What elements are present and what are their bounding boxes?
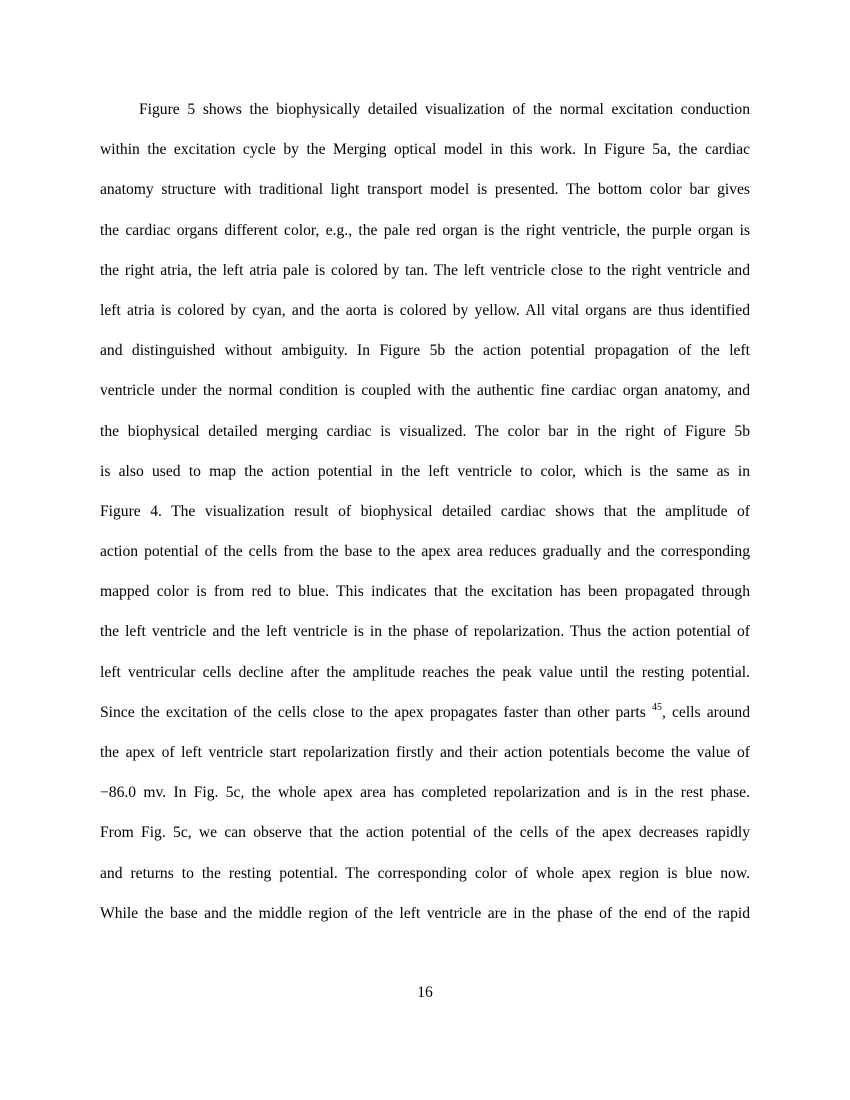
text-line: and distinguished without ambiguity. In Figure 5b the action potential propagation of the left (100, 342, 750, 360)
text-line: within the excitation cycle by the Merging optical model in this work. In Figure 5a, the cardiac (100, 141, 750, 159)
text-line: the right atria, the left atria pale is colored by tan. The left ventricle close to the right ventricle and (100, 261, 750, 279)
text-line: and returns to the resting potential. The corresponding color of whole apex region is blue now. (100, 864, 750, 882)
text-line: anatomy structure with traditional light transport model is presented. The bottom color bar gives (100, 181, 750, 199)
text-line: While the base and the middle region of the left ventricle are in the phase of the end of the rapid (100, 904, 750, 922)
text-line: −86.0 mv. In Fig. 5c, the whole apex area has completed repolarization and is in the rest phase. (100, 784, 750, 802)
text-line: mapped color is from red to blue. This indicates that the excitation has been propagated through (100, 583, 750, 601)
text-line: left ventricular cells decline after the amplitude reaches the peak value until the resting potential. (100, 663, 750, 681)
citation-superscript: 45 (651, 701, 662, 713)
text-line: Figure 5 shows the biophysically detailed visualization of the normal excitation conduction (139, 101, 750, 118)
text-segment: Since the excitation of the cells close to the apex propagates faster than other parts (100, 703, 646, 721)
text-line (100, 699, 750, 739)
text-line: action potential of the cells from the base to the apex area reduces gradually and the corresponding (100, 543, 750, 561)
text-line: Figure 4. The visualization result of biophysical detailed cardiac shows that the amplitude of (100, 502, 750, 520)
text-line: From Fig. 5c, we can observe that the action potential of the cells of the apex decreases rapidly (100, 824, 750, 842)
text-line: the apex of left ventricle start repolarization firstly and their action potentials become the value of (100, 744, 750, 761)
body-paragraph (100, 96, 750, 940)
page-number: 16 (417, 984, 433, 1001)
text-line: ventricle under the normal condition is coupled with the authentic fine cardiac organ anatomy, and (100, 382, 750, 400)
text-line: the cardiac organs different color, e.g., the pale red organ is the right ventricle, the purple organ is (100, 221, 750, 239)
text-line: is also used to map the action potential in the left ventricle to color, which is the same as in (100, 462, 750, 480)
text-segment: , cells around (661, 703, 750, 721)
text-line: the biophysical detailed merging cardiac is visualized. The color bar in the right of Figure 5b (100, 422, 750, 440)
text-line: the left ventricle and the left ventricle is in the phase of repolarization. Thus the action potential of (100, 623, 750, 641)
text-line: left atria is colored by cyan, and the aorta is colored by yellow. All vital organs are thus identified (100, 301, 750, 319)
